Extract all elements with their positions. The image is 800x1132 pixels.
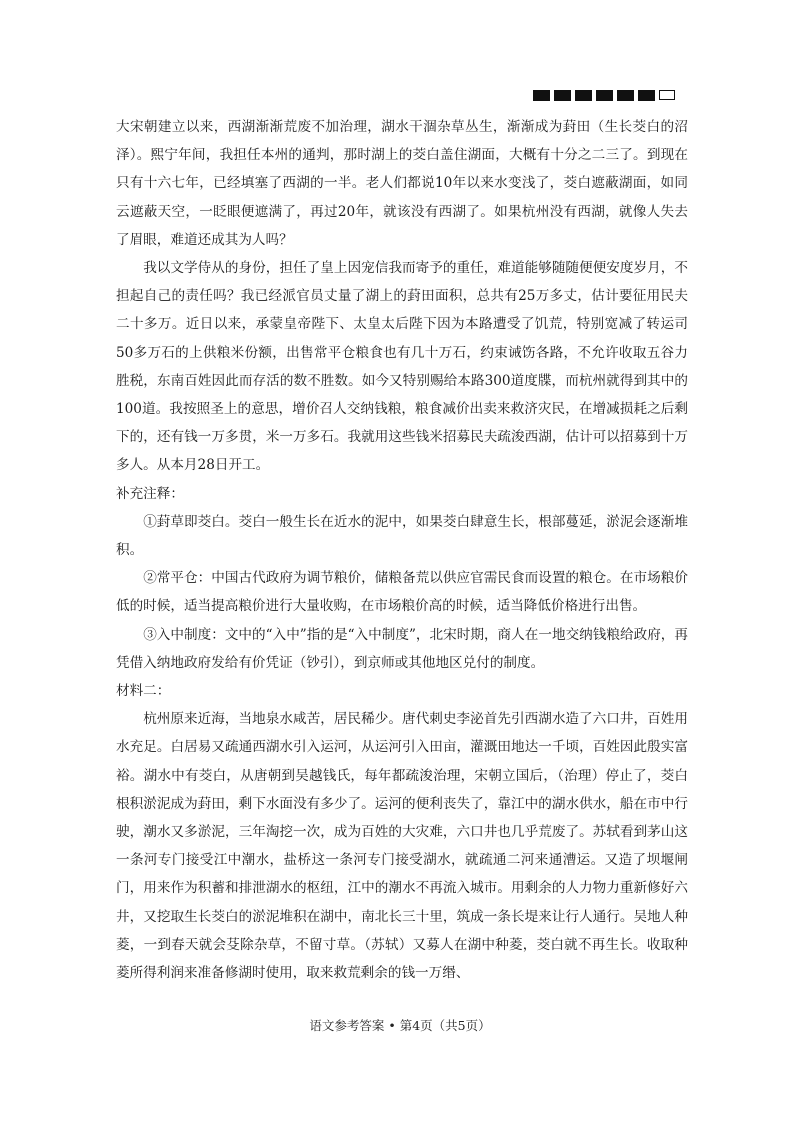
- marker-block: [533, 90, 550, 101]
- note-item: ③入中制度：文中的“入中”指的是“入中制度”，北宋时期，商人在一地交纳钱粮给政府，再凭借入纳地政府发给有价凭证（钞引），到京师或其他地区兑付的制度。: [116, 626, 688, 671]
- page-content: [116, 113, 688, 987]
- paragraph-continued: 大宋朝建立以来，西湖渐渐荒废不加治理，湖水干涸杂草丛生，渐渐成为葑田（生长茭白的沼泽）。熙宁年间，我担任本州的通判，那时湖上的茭白盖住湖面，大概有十分之二三了。到现在只有十六七年，已经填塞了西湖的一半。老人们都说10年以来水变浅了，茭白遮蔽湖面，如同云遮蔽天空，一眨眼便遮满了，再过20年，就该没有西湖了。如果杭州没有西湖，就像人失去了眉眼，难道还成其为人吗？: [116, 119, 688, 248]
- page-footer: 语文参考答案 • 第4页（共5页）: [309, 1018, 491, 1033]
- paragraph: 杭州原来近海，当地泉水咸苦，居民稀少。唐代刺史李泌首先引西湖水造了六口井，百姓用水充足。白居易又疏通西湖水引入运河，从运河引入田亩，灌溉田地达一千顷，百姓因此殷实富裕。湖水中有茭白，从唐朝到吴越钱氏，每年都疏浚治理，宋朝立国后，（治理）停止了，茭白根积淤泥成为葑田，剩下水面没有多少了。运河的便利丧失了，靠江中的湖水供水，船在市中行驶，潮水又多淤泥，三年淘挖一次，成为百姓的大灾难，六口井也几乎荒废了。苏轼看到茅山这一条河专门接受江中潮水，盐桥这一条河专门接受湖水，就疏通二河来通漕运。又造了坝堰闸门，用来作为积蓄和排泄湖水的枢纽，江中的潮水不再流入城市。用剩余的人力物力重新修好六井，又挖取生长茭白的淤泥堆积在湖中，南北长三十里，筑成一条长堤来让行人通行。吴地人种菱，一到春天就会芟除杂草，不留寸草。（苏轼）又募人在湖中种菱，茭白就不再生长。收取种菱所得利润来准备修湖时使用，取来救荒剩余的钱一万缗、: [116, 711, 688, 982]
- marker-block: [596, 90, 613, 101]
- note-item: ①葑草即茭白。茭白一般生长在近水的泥中，如果茭白肆意生长，根部蔓延，淤泥会逐渐堆积。: [116, 513, 688, 559]
- marker-block: [575, 90, 592, 101]
- section-heading: 材料二：: [116, 683, 171, 700]
- marker-block: [638, 90, 655, 101]
- page-marker: [533, 90, 675, 101]
- note-item: ②常平仓：中国古代政府为调节粮价，储粮备荒以供应官需民食而设置的粮仓。在市场粮价低的时候，适当提高粮价进行大量收购，在市场粮价高的时候，适当降低价格进行出售。: [116, 570, 688, 615]
- section-heading: 补充注释：: [116, 485, 184, 502]
- marker-block: [554, 90, 571, 101]
- marker-block-empty: [659, 90, 675, 100]
- marker-block: [617, 90, 634, 101]
- paragraph: 我以文学侍从的身份，担任了皇上因宠信我而寄予的重任，难道能够随随便便安度岁月，不担起自己的责任吗？我已经派官员丈量了湖上的葑田面积，总共有25万多丈，估计要征用民夫二十多万。近日以来，承蒙皇帝陛下、太皇太后陛下因为本路遭受了饥荒，特别宽减了转运司50多万石的上供粮米份额，出售常平仓粮食也有几十万石，约束诫饬各路，不允许收取五谷力胜税，东南百姓因此而存活的数不胜数。如今又特别赐给本路300道度牒，而杭州就得到其中的100道。我按照圣上的意思，增价召人交纳钱粮，粮食减价出卖来救济灾民，在增减损耗之后剩下的，还有钱一万多贯，米一万多石。我就用这些钱米招募民夫疏浚西湖，估计可以招募到十万多人。从本月28日开工。: [116, 260, 688, 474]
